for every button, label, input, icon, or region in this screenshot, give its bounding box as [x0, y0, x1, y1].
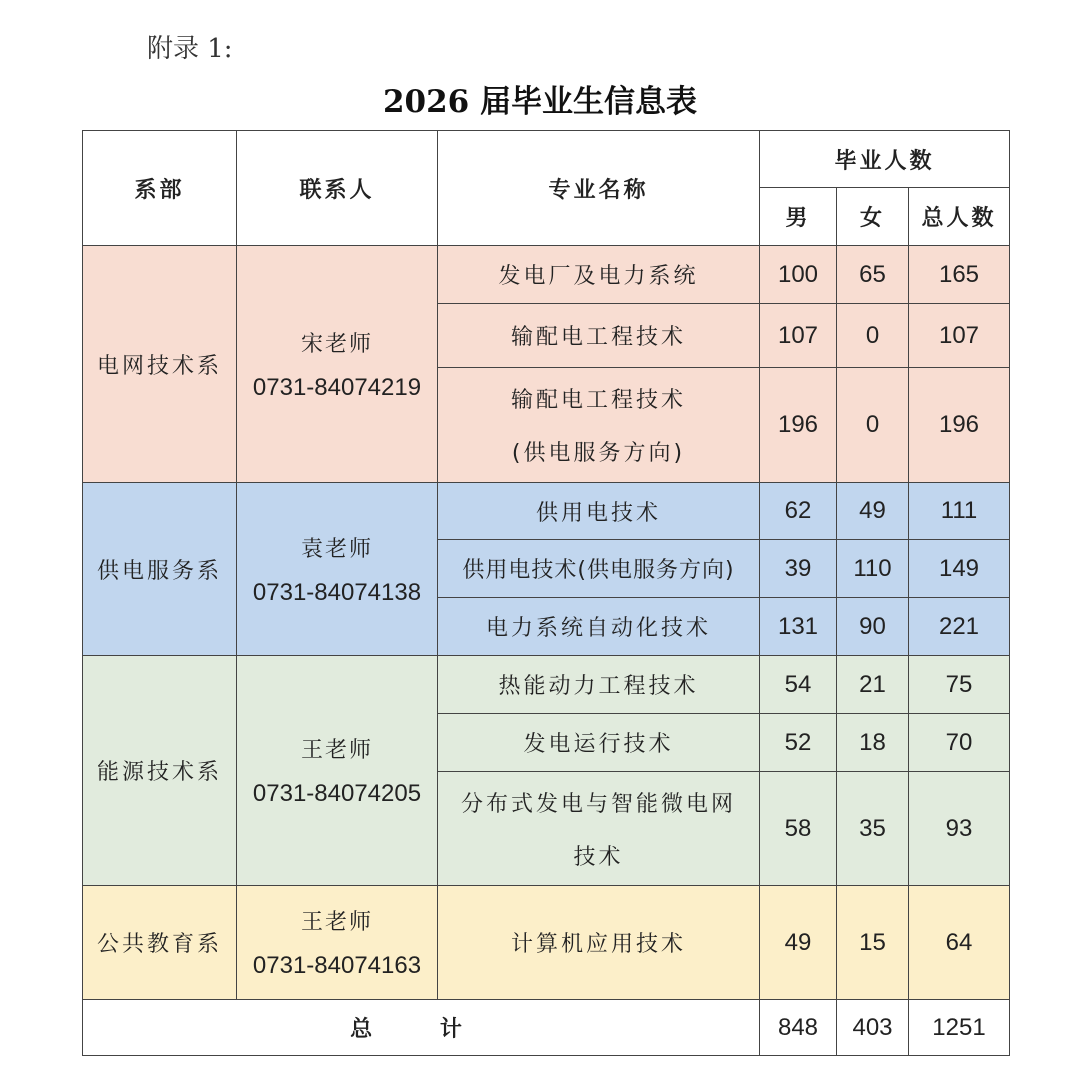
total-count: 70: [909, 714, 1010, 772]
contact-name: 宋老师: [300, 331, 373, 357]
female-count: 49: [837, 483, 909, 540]
header-contact: 联系人: [237, 131, 438, 246]
female-count: 21: [837, 656, 909, 714]
header-row: [83, 131, 1010, 188]
contact-phone: 0731-84074163: [252, 952, 422, 979]
total-count: 64: [909, 886, 1010, 1000]
female-count: 90: [837, 598, 909, 656]
table-row: [83, 886, 1010, 1000]
total-count: 107: [909, 304, 1010, 368]
total-label: 总 计: [83, 1000, 760, 1056]
male-count: 62: [760, 483, 837, 540]
major-cell: 输配电工程技术: [438, 304, 760, 368]
table-row: [83, 656, 1010, 714]
female-count: 65: [837, 246, 909, 304]
table-title: 2026 届毕业生信息表: [382, 84, 698, 120]
total-count: 149: [909, 540, 1010, 598]
header-female: 女: [837, 188, 909, 246]
contact-cell: [237, 656, 438, 886]
major-cell: 计算机应用技术: [438, 886, 760, 1000]
contact-name: 王老师: [300, 738, 373, 763]
female-count: 35: [837, 772, 909, 886]
total-count: 75: [909, 656, 1010, 714]
appendix-label: 附录 1:: [147, 34, 233, 64]
major-cell: [438, 772, 760, 886]
total-count: 196: [909, 368, 1010, 483]
department-cell: 公共教育系: [83, 886, 237, 1000]
female-count: 0: [837, 304, 909, 368]
major-cell: [438, 368, 760, 483]
total-count: 93: [909, 772, 1010, 886]
department-cell: 能源技术系: [83, 656, 237, 886]
female-count: 15: [837, 886, 909, 1000]
male-count: 39: [760, 540, 837, 598]
major-cell: 供用电技术(供电服务方向): [438, 540, 760, 598]
table-row: [83, 246, 1010, 304]
major-cell: 电力系统自动化技术: [438, 598, 760, 656]
total-all: 1251: [909, 1000, 1010, 1056]
major-name-line1: 分布式发电与智能微电网: [460, 791, 736, 817]
male-count: 100: [760, 246, 837, 304]
male-count: 196: [760, 368, 837, 483]
contact-phone: 0731-84074205: [252, 780, 422, 807]
major-cell: 热能动力工程技术: [438, 656, 760, 714]
total-count: 111: [909, 483, 1010, 540]
major-cell: 发电厂及电力系统: [438, 246, 760, 304]
contact-phone: 0731-84074138: [252, 578, 422, 606]
total-count: 221: [909, 598, 1010, 656]
header-major: 专业名称: [438, 131, 760, 246]
contact-name: 袁老师: [300, 536, 373, 562]
male-count: 58: [760, 772, 837, 886]
graduate-info-table: [82, 130, 1010, 1056]
table-row: [83, 483, 1010, 540]
major-name-line2: (供电服务方向): [511, 441, 686, 466]
male-count: 54: [760, 656, 837, 714]
major-cell: 发电运行技术: [438, 714, 760, 772]
male-count: 52: [760, 714, 837, 772]
header-total: 总人数: [909, 188, 1010, 246]
total-female: 403: [837, 1000, 909, 1056]
female-count: 0: [837, 368, 909, 483]
department-cell: 供电服务系: [83, 483, 237, 656]
male-count: 107: [760, 304, 837, 368]
contact-cell: [237, 246, 438, 483]
contact-phone: 0731-84074219: [252, 373, 422, 401]
totals-row: [83, 1000, 1010, 1056]
department-cell: 电网技术系: [83, 246, 237, 483]
contact-cell: [237, 483, 438, 656]
header-male: 男: [760, 188, 837, 246]
major-cell: 供用电技术: [438, 483, 760, 540]
contact-name: 王老师: [300, 910, 373, 935]
female-count: 18: [837, 714, 909, 772]
major-name-line1: 输配电工程技术: [510, 388, 686, 413]
male-count: 49: [760, 886, 837, 1000]
male-count: 131: [760, 598, 837, 656]
major-name-line2: 技术: [573, 844, 624, 870]
female-count: 110: [837, 540, 909, 598]
total-count: 165: [909, 246, 1010, 304]
total-male: 848: [760, 1000, 837, 1056]
header-graduates: 毕业人数: [760, 131, 1010, 188]
contact-cell: [237, 886, 438, 1000]
header-department: 系部: [83, 131, 237, 246]
